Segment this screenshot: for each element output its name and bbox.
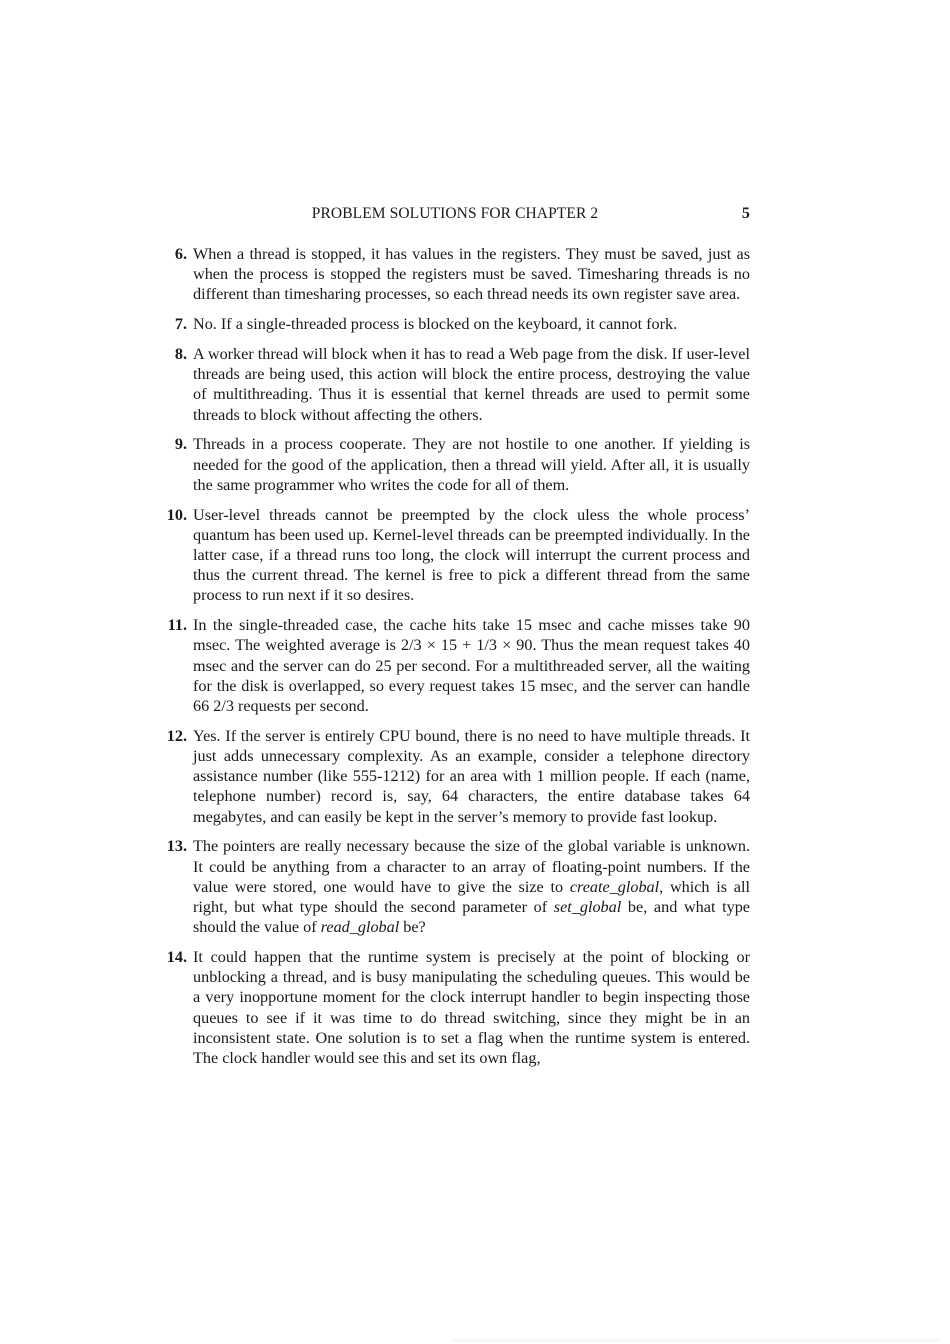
solution-item-12 (160, 726, 750, 827)
text-run: The pointers are really necessary because the size of the global variable is unknown. It could be anything from a character to an array of floating-point numbers. If the value were stored, one would have to give the size to (193, 837, 750, 896)
code-identifier-set-global: set_global (553, 898, 622, 917)
solution-number: 7. (174, 315, 187, 334)
solution-number: 12. (166, 726, 187, 745)
solution-item-8 (160, 344, 750, 425)
running-header (160, 205, 750, 227)
solution-text: When a thread is stopped, it has values in the registers. They must be saved, just as when the process is stopped the registers must be saved. Timesharing threads is no different than timesharing processes, so each thread needs its own register save area. (193, 245, 750, 304)
solution-item-10 (160, 505, 750, 606)
page-number: 5 (741, 205, 750, 222)
code-identifier-create-global: create_global (569, 877, 660, 896)
chapter-heading: PROBLEM SOLUTIONS FOR CHAPTER 2 (311, 205, 599, 222)
solution-text: It could happen that the runtime system is precisely at the point of blocking or unblocking a thread, and is busy manipulating the scheduling queues. This would be a very inopportune moment for the clock interrupt handler to begin inspecting those queues to see if it was time to do thread switching, since they might be in an inconsistent state. One solution is to set a flag when the runtime system is entered. The clock handler would see this and set its own flag, (193, 948, 750, 1068)
solution-number: 6. (174, 245, 187, 263)
solution-item-9 (160, 434, 750, 495)
solution-text: Yes. If the server is entirely CPU bound, there is no need to have multiple threads. It just adds unnecessary complexity. As an example, consider a telephone directory assistance number (like 555-1212) for an area with 1 million people. If each (name, telephone number) record is, say, 64 characters, the entire database takes 64 megabytes, and can easily be kept in the server’s memory to provide fast lookup. (193, 726, 750, 826)
solution-number: 13. (166, 837, 187, 856)
code-identifier-read-global: read_global (320, 918, 400, 937)
solution-number: 10. (166, 505, 187, 524)
solution-text: In the single-threaded case, the cache hits take 15 msec and cache misses take 90 msec. The weighted average is 2/3 × 15 + 1/3 × 90. Thus the mean request takes 40 msec and the server can do 25 per second. For a multithreaded server, all the waiting for the disk is overlapped, so every request takes 15 msec, and the server can handle 66 2/3 requests per second. (193, 616, 750, 716)
solution-item-13 (160, 836, 750, 937)
solutions-list (160, 244, 750, 1078)
solution-text: User-level threads cannot be preempted by the clock uless the whole process’ quantum has been used up. Kernel-level threads can be preempted individually. In the latter case, if a thread runs too long, the clock will interrupt the current process and thus the current thread. The kernel is free to pick a different thread from the same process to run next if it so desires. (193, 505, 750, 605)
text-run: be? (399, 918, 426, 937)
solution-text: Threads in a process cooperate. They are not hostile to one another. If yielding is needed for the good of the application, then a thread will yield. After all, it is usually the same programmer who writes the code for all of them. (193, 435, 750, 494)
solution-text: No. If a single-threaded process is blocked on the keyboard, it cannot fork. (193, 315, 678, 334)
solution-item-6 (160, 244, 750, 305)
solution-number: 9. (174, 435, 187, 454)
solution-text (193, 836, 750, 937)
solution-item-14 (160, 947, 750, 1068)
text-run: be, and what type should the value of (193, 898, 750, 937)
solution-item-11 (160, 615, 750, 716)
scan-artifact-line (450, 1339, 940, 1342)
solution-number: 14. (166, 948, 187, 967)
solution-number: 8. (174, 345, 187, 363)
solution-number: 11. (167, 616, 187, 635)
solution-item-7 (160, 314, 750, 334)
solution-text: A worker thread will block when it has to read a Web page from the disk. If user-level threads are being used, this action will block the entire process, destroying the value of multithreading. Thus it is essential that kernel threads are used to permit some threads to block without affecting the others. (193, 345, 750, 424)
text-run: , which is all right, but what type should the second parameter of (193, 877, 750, 917)
